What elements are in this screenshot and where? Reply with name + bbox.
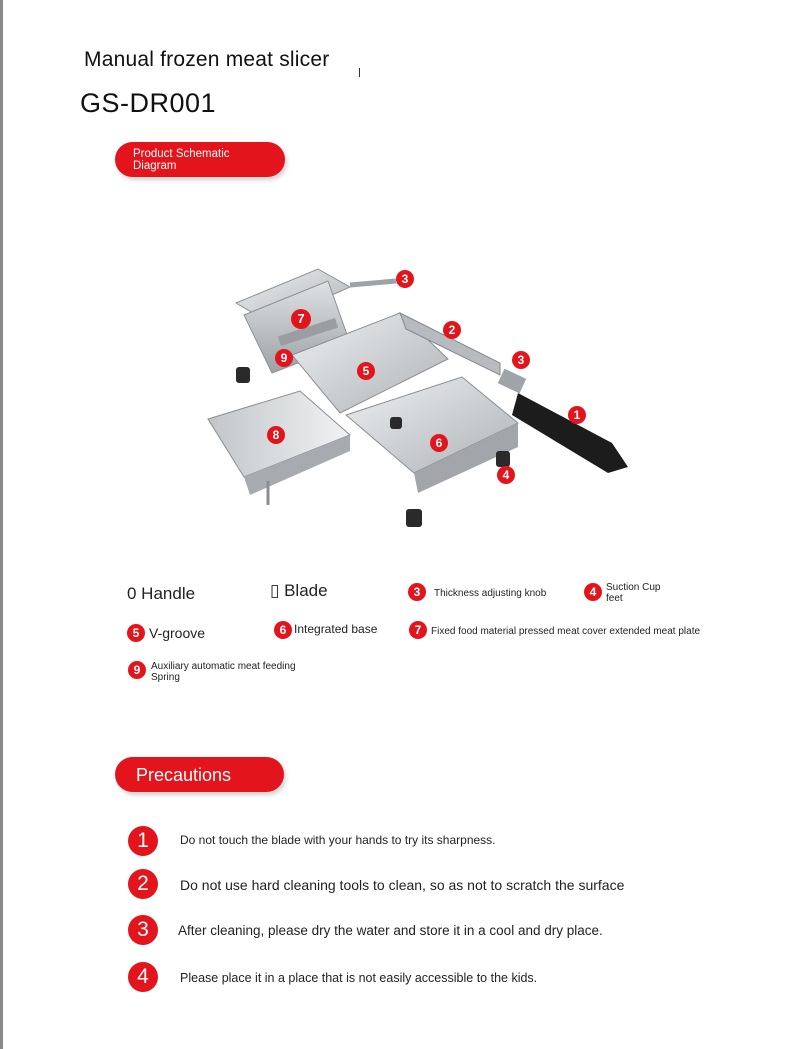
precaution-text: Do not touch the blade with your hands to try its sharpness. <box>180 833 496 847</box>
page-left-border <box>0 0 3 1049</box>
legend-base-badge: 6 <box>274 621 292 639</box>
legend-blade: ▯ Blade <box>270 581 328 600</box>
legend-suction-badge: 4 <box>584 583 602 601</box>
legend-feeding-spring: Auxiliary automatic meat feeding Spring <box>151 661 296 683</box>
legend-v-groove: V-groove <box>149 625 206 641</box>
callout-badge: 5 <box>357 362 375 380</box>
product-title: Manual frozen meat slicer <box>84 48 330 71</box>
callout-badge: 2 <box>443 321 461 339</box>
suction-foot <box>236 367 250 383</box>
top-rail <box>350 281 396 285</box>
precaution-number: 1 <box>128 826 158 856</box>
precaution-text: Do not use hard cleaning tools to clean, so as not to scratch the surface <box>180 877 625 893</box>
legend-vgroove-badge: 5 <box>127 624 145 642</box>
slicer-handle <box>512 393 628 473</box>
legend-thickness-badge: 3 <box>408 583 426 601</box>
suction-foot <box>390 417 402 429</box>
callout-badge: 1 <box>568 406 586 424</box>
precaution-text: After cleaning, please dry the water and store it in a cool and dry place. <box>178 923 603 938</box>
precaution-number: 2 <box>128 869 158 899</box>
product-illustration <box>200 255 640 545</box>
callout-badge: 6 <box>430 434 448 452</box>
legend-suction-feet: Suction Cup feet <box>606 582 661 604</box>
legend-meat-cover: Fixed food material pressed meat cover extended meat plate <box>431 626 701 637</box>
legend-integrated-base: Integrated base <box>294 622 378 636</box>
precaution-number: 4 <box>128 962 158 992</box>
precautions-section-pill <box>115 757 284 792</box>
precautions-section-label: Precautions <box>136 765 232 785</box>
model-number: GS-DR001 <box>80 88 217 118</box>
suction-foot <box>406 509 422 527</box>
legend-handle: 0 Handle <box>127 584 196 603</box>
decorative-tick <box>359 68 360 77</box>
callout-badge: 4 <box>497 466 515 484</box>
callout-badge: 3 <box>512 351 530 369</box>
legend-cover-badge: 7 <box>409 621 427 639</box>
callout-badge: 7 <box>291 309 311 329</box>
callout-badge: 3 <box>396 270 414 288</box>
suction-foot <box>496 451 510 467</box>
schematic-section-pill <box>115 142 285 177</box>
precaution-text: Please place it in a place that is not easily accessible to the kids. <box>180 971 538 985</box>
legend-thickness-knob: Thickness adjusting knob <box>434 588 547 599</box>
callout-badge: 8 <box>267 426 285 444</box>
callout-badge: 9 <box>275 349 293 367</box>
precaution-number: 3 <box>128 915 158 945</box>
schematic-section-label: Product Schematic Diagram <box>133 148 230 172</box>
legend-spring-badge: 9 <box>128 661 146 679</box>
